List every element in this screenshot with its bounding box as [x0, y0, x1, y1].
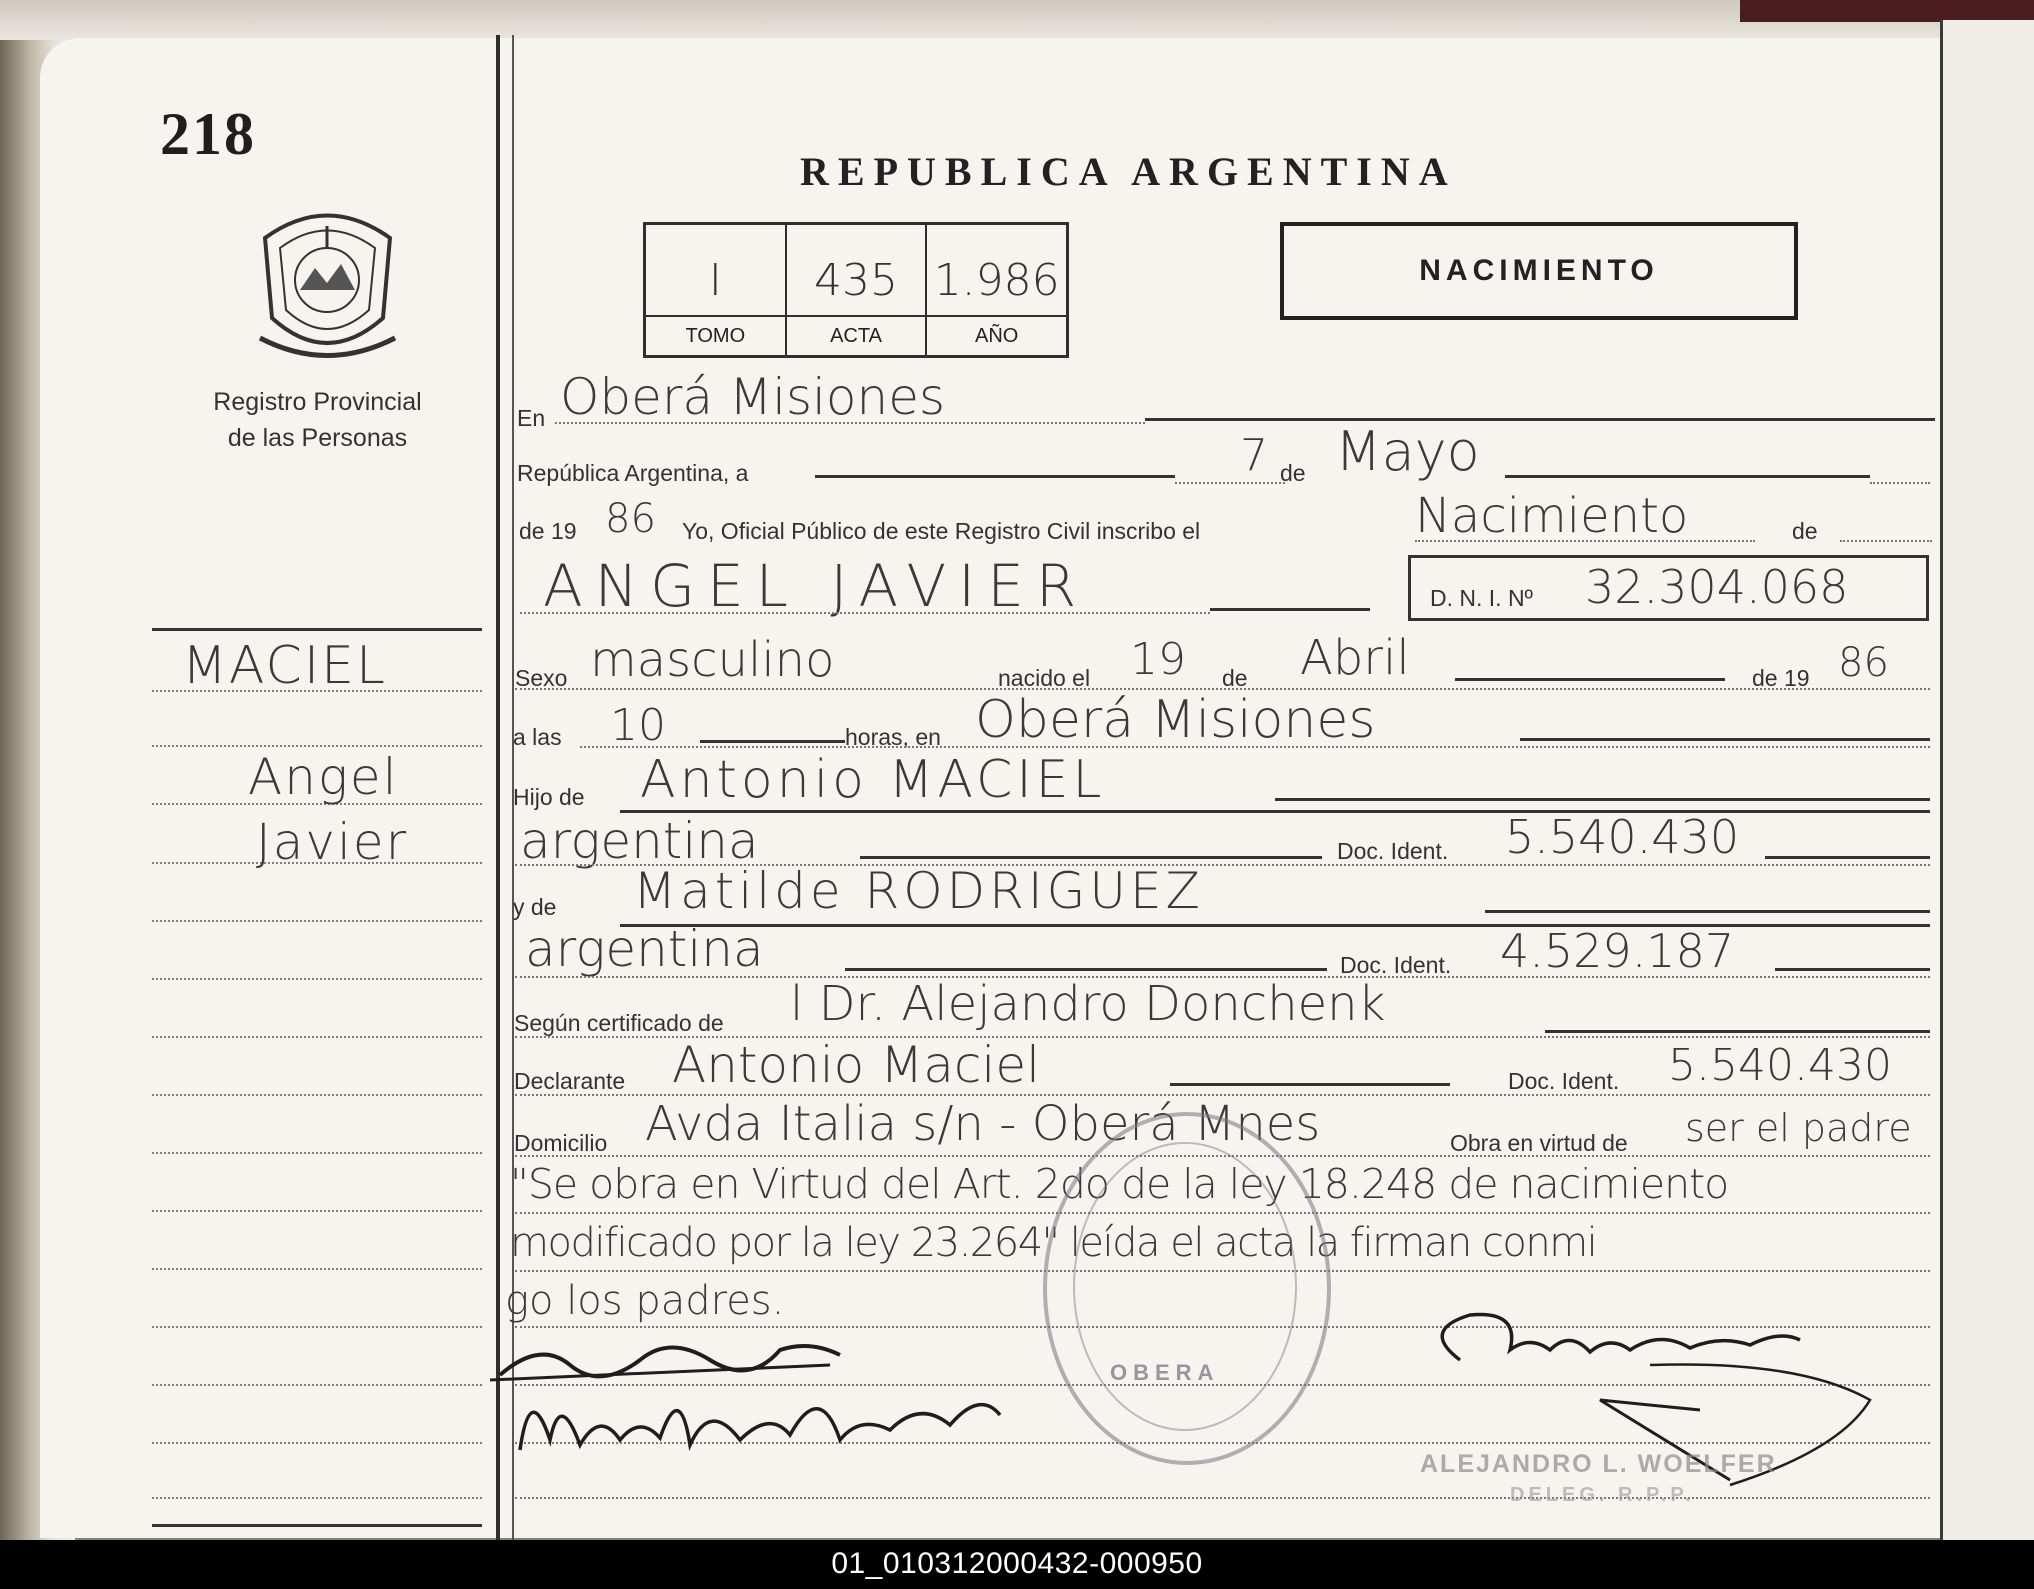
father-doc-value: 5.540.430: [1505, 810, 1740, 864]
dotted-line: [520, 612, 1210, 614]
margin-dotted-line: [152, 920, 482, 922]
note-line-2: modificado por la ley 23.264" leída el acta la firman conmi: [510, 1220, 1597, 1266]
registry-label-line1: Registro Provincial: [213, 388, 422, 416]
birth-year-prefix: de 19: [1752, 665, 1810, 691]
solid-line: [1545, 1030, 1930, 1033]
yde-label: y de: [513, 894, 557, 920]
dotted-line: [555, 422, 1145, 424]
solid-line: [815, 475, 1175, 478]
solid-line: [860, 856, 1322, 859]
anio-label: AÑO: [927, 315, 1066, 355]
oficial-text: Yo, Oficial Público de este Registro Civil inscribo el: [682, 518, 1201, 544]
parents-signatures-icon: [480, 1320, 1080, 1470]
margin-rule: [152, 628, 482, 631]
official-stamp-line1: ALEJANDRO L. WOELFER: [1420, 1450, 1777, 1478]
official-stamp-line2: DELEG. R.P.P.: [1510, 1484, 1695, 1506]
solid-line: [1775, 968, 1930, 971]
acta-cell: [787, 225, 928, 355]
margin-dotted-line: [152, 1268, 482, 1270]
hour-value: 10: [610, 700, 666, 751]
dotted-line: [1840, 540, 1932, 542]
mother-nationality-value: argentina: [525, 920, 764, 978]
margin-dotted-line: [152, 1442, 482, 1444]
certificate-label: Según certificado de: [514, 1010, 724, 1036]
solid-line: [1170, 1083, 1450, 1086]
declarant-doc-value: 5.540.430: [1668, 1040, 1892, 1091]
birth-month-value: Abril: [1300, 630, 1410, 686]
dni-label: D. N. I. Nº: [1430, 585, 1533, 611]
declarant-label: Declarante: [514, 1068, 626, 1094]
margin-dotted-line: [152, 1210, 482, 1212]
dotted-line: [1870, 482, 1930, 484]
margin-dotted-line: [152, 1152, 482, 1154]
margin-dotted-line: [152, 1036, 482, 1038]
tomo-cell: [646, 225, 787, 355]
hijo-label: Hijo de: [513, 784, 585, 810]
footer-code: 01_010312000432-000950: [831, 1547, 1203, 1580]
birth-year-value: 86: [1838, 640, 1889, 686]
domicile-value: Avda Italia s/n - Oberá Mnes: [645, 1096, 1321, 1152]
solid-line: [1210, 608, 1370, 611]
country-title: REPUBLICA ARGENTINA: [800, 149, 1457, 194]
anio-cell: [927, 225, 1066, 355]
margin-given-name-1: Angel: [248, 748, 399, 806]
dotted-line: [515, 1497, 1930, 1499]
declarant-value: Antonio Maciel: [672, 1036, 1040, 1094]
sexo-label: Sexo: [515, 665, 568, 691]
certificate-value: l Dr. Alejandro Donchenk: [790, 976, 1386, 1032]
solid-line: [1520, 738, 1930, 741]
alas-label: a las: [513, 724, 562, 750]
solid-line: [1765, 856, 1930, 859]
mother-doc-label: Doc. Ident.: [1340, 952, 1452, 978]
sexo-value: masculino: [590, 632, 835, 688]
obra-label: Obra en virtud de: [1450, 1130, 1628, 1156]
dni-value: 32.304.068: [1585, 560, 1849, 614]
birth-day-value: 19: [1130, 634, 1186, 685]
dotted-line: [580, 746, 1930, 748]
margin-dotted-line: [152, 1384, 482, 1386]
solid-line: [845, 968, 1327, 971]
solid-line: [1455, 678, 1725, 681]
record-type-box: NACIMIENTO: [1280, 222, 1798, 320]
horas-label: horas, en: [845, 724, 941, 750]
margin-dotted-line: [152, 1094, 482, 1096]
acta-label: ACTA: [787, 315, 926, 355]
page-number: 218: [160, 101, 256, 167]
margin-dotted-line: [152, 1326, 482, 1328]
solid-line: [1275, 798, 1930, 801]
round-office-stamp-inner: [1073, 1142, 1297, 1431]
dotted-line: [1415, 540, 1755, 542]
dotted-line: [1175, 482, 1285, 484]
note-line-1: "Se obra en Virtud del Art. 2do de la ley 18.248 de nacimiento: [510, 1160, 1729, 1208]
year-value: 86: [605, 496, 656, 542]
round-stamp-text: OBERA: [1110, 1360, 1220, 1385]
margin-rule: [152, 1524, 482, 1527]
tomo-value: I: [708, 255, 722, 306]
margin-dotted-line: [152, 978, 482, 980]
en-value: Oberá Misiones: [560, 368, 946, 426]
note-line-3: go los padres.: [505, 1278, 785, 1324]
birth-de-label: de: [1222, 665, 1248, 691]
anio-value: 1.986: [933, 255, 1060, 306]
day-de-label: de: [1280, 460, 1306, 486]
domicile-label: Domicilio: [514, 1130, 608, 1156]
mother-doc-value: 4.529.187: [1500, 924, 1735, 978]
nacido-label: nacido el: [998, 665, 1091, 691]
margin-dotted-line: [152, 745, 482, 747]
event-value: Nacimiento: [1415, 488, 1689, 544]
margin-surname: MACIEL: [182, 636, 387, 696]
form-frame-left-rule: [496, 35, 500, 1540]
mother-name-value: Matilde RODRIGUEZ: [633, 862, 1204, 920]
father-name-value: Antonio MACIEL: [640, 750, 1106, 810]
misiones-seal-icon: [255, 198, 400, 360]
record-number-box: [643, 222, 1069, 358]
registry-label: [150, 384, 485, 456]
solid-line: [1505, 475, 1870, 478]
place-value: Oberá Misiones: [975, 690, 1376, 750]
year-prefix-label: de 19: [519, 518, 577, 544]
tomo-label: TOMO: [646, 315, 785, 355]
father-doc-label: Doc. Ident.: [1337, 838, 1449, 864]
page-right-margin: [1940, 20, 2034, 1540]
declarant-doc-label: Doc. Ident.: [1508, 1068, 1620, 1094]
event-de-label: de: [1792, 518, 1818, 544]
acta-value: 435: [814, 255, 898, 306]
solid-line: [1145, 418, 1935, 421]
month-value: Mayo: [1335, 420, 1480, 483]
solid-line: [1485, 910, 1930, 913]
solid-line: [700, 740, 845, 743]
day-value: 7: [1240, 430, 1268, 481]
book-cover-corner: [1740, 0, 2034, 22]
registry-label-line2: de las Personas: [227, 424, 408, 452]
name-value: ANGEL JAVIER: [543, 552, 1089, 620]
en-label: En: [517, 405, 546, 431]
margin-dotted-line: [152, 1497, 482, 1499]
page-top-shadow: [0, 0, 2034, 40]
republica-label: República Argentina, a: [517, 460, 749, 486]
margin-given-name-2: Javier: [256, 813, 409, 871]
father-nationality-value: argentina: [520, 812, 759, 870]
obra-value: ser el padre: [1685, 1106, 1912, 1150]
